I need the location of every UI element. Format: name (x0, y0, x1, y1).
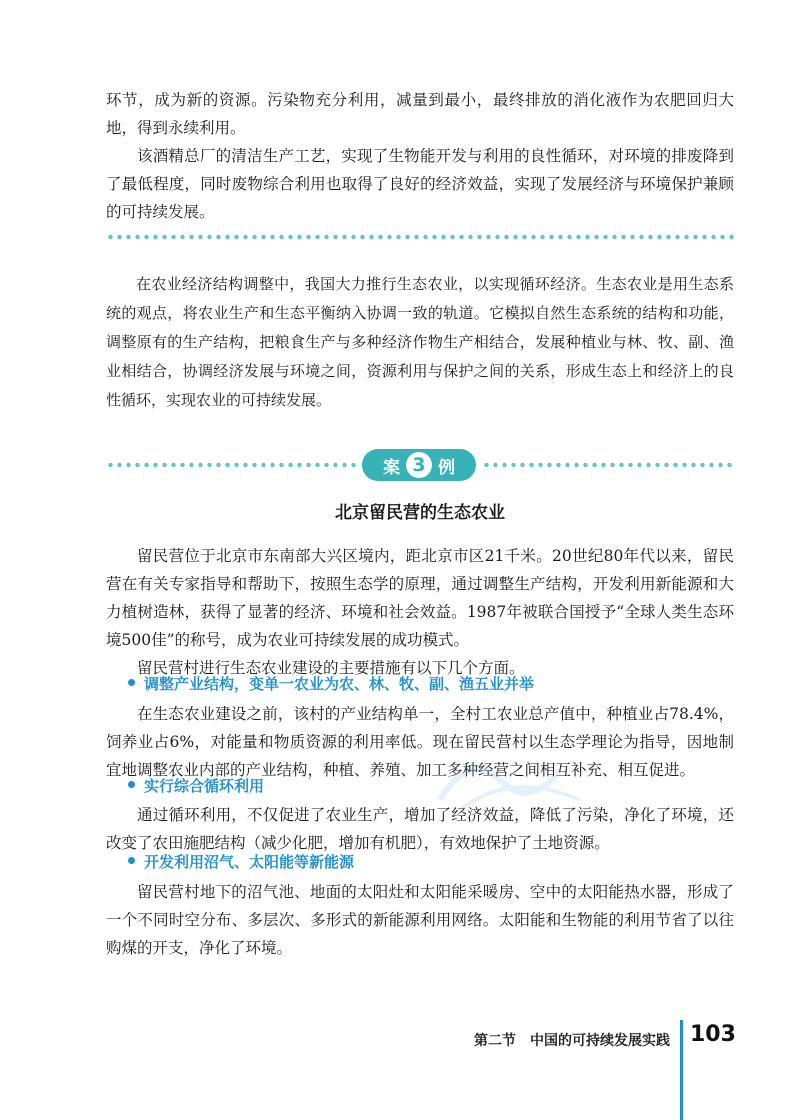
case-number: 3 (406, 452, 432, 478)
case-intro: 留民营位于北京市东南部大兴区境内，距北京市区21千米。20世纪80年代以来，留民营在有关专家指导和帮助下，按照生态学的原理，通过调整生产结构，开发利用新能源和大力植树造林，获得了显著的经济、环境和社会效益。1987年被联合国授予“全球人类生态环境500佳”的称号，成为农业可持续发展的成功模式。 (106, 547, 734, 649)
footer-chapter: 中国的可持续发展实践 (530, 1033, 670, 1049)
measure-text-1: 在生态农业建设之前，该村的产业结构单一，全村工农业总产值中，种植业占78.4%，饲养业占6%，对能量和物质资源的利用率低。现在留民营村以生态学理论为指导，因地制宜地调整农业内部的产业结构，种植、养殖、加工多种经营之间相互补充、相互促进。 (106, 705, 734, 779)
case-divider-left (106, 462, 358, 468)
bullet-dot-icon (128, 781, 135, 788)
case-title: 北京留民营的生态农业 (335, 503, 505, 523)
main-paragraph: 在农业经济结构调整中，我国大力推行生态农业，以实现循环经济。生态农业是用生态系统的观点，将农业生产和生态平衡纳入协调一致的轨道。它模拟自然生态系统的结构和功能，调整原有的生产结构，把粮食生产与多种经济作物生产相结合，发展种植业与林、牧、副、渔业相结合，协调经济发展与环境之间，资源利用与保护之间的关系，形成生态上和经济上的良性循环，实现农业的可持续发展。 (106, 275, 734, 409)
measure-text-2: 通过循环利用，不仅促进了农业生产，增加了经济效益，降低了污染，净化了环境，还改变了农田施肥结构（减少化肥，增加有机肥），有效地保护了土地资源。 (106, 806, 734, 852)
page-number: 103 (690, 1022, 736, 1047)
footer-divider-bar (680, 1020, 683, 1120)
measure-text-3: 留民营村地下的沼气池、地面的太阳灶和太阳能采暖房、空中的太阳能热水器，形成了一个不同时空分布、多层次、多形式的新能源利用网络。太阳能和生物能的利用节省了以往购煤的开支，净化了环境。 (106, 883, 734, 957)
bullet-dot-icon (128, 857, 135, 864)
case-label-left: 案 (383, 457, 400, 478)
watermark-icon (430, 740, 590, 820)
case-badge (362, 449, 476, 481)
footer-running-head (474, 1030, 670, 1050)
case-label-right: 例 (438, 457, 455, 478)
footer-section: 第二节 (474, 1033, 516, 1049)
bullet-dot-icon (128, 679, 135, 686)
measure-heading-3: 开发利用沼气、太阳能等新能源 (128, 850, 354, 874)
top-case-paragraph-2: 该酒精总厂的清洁生产工艺，实现了生物能开发与利用的良性循环，对环境的排废降到了最低程度，同时废物综合利用也取得了良好的经济效益，实现了发展经济与环境保护兼顾的可持续发展。 (106, 147, 734, 221)
measure-heading-1: 调整产业结构，变单一农业为农、林、牧、副、渔五业并举 (128, 672, 534, 696)
case-divider-right (482, 462, 734, 468)
measure-heading-2: 实行综合循环利用 (128, 774, 264, 798)
measures-lead: 留民营村进行生态农业建设的主要措施有以下几个方面。 (137, 659, 525, 677)
divider-dotted (106, 234, 734, 240)
top-case-paragraph-1: 环节，成为新的资源。污染物充分利用，减量到最小，最终排放的消化液作为农肥回归大地，得到永续利用。 (106, 91, 734, 137)
